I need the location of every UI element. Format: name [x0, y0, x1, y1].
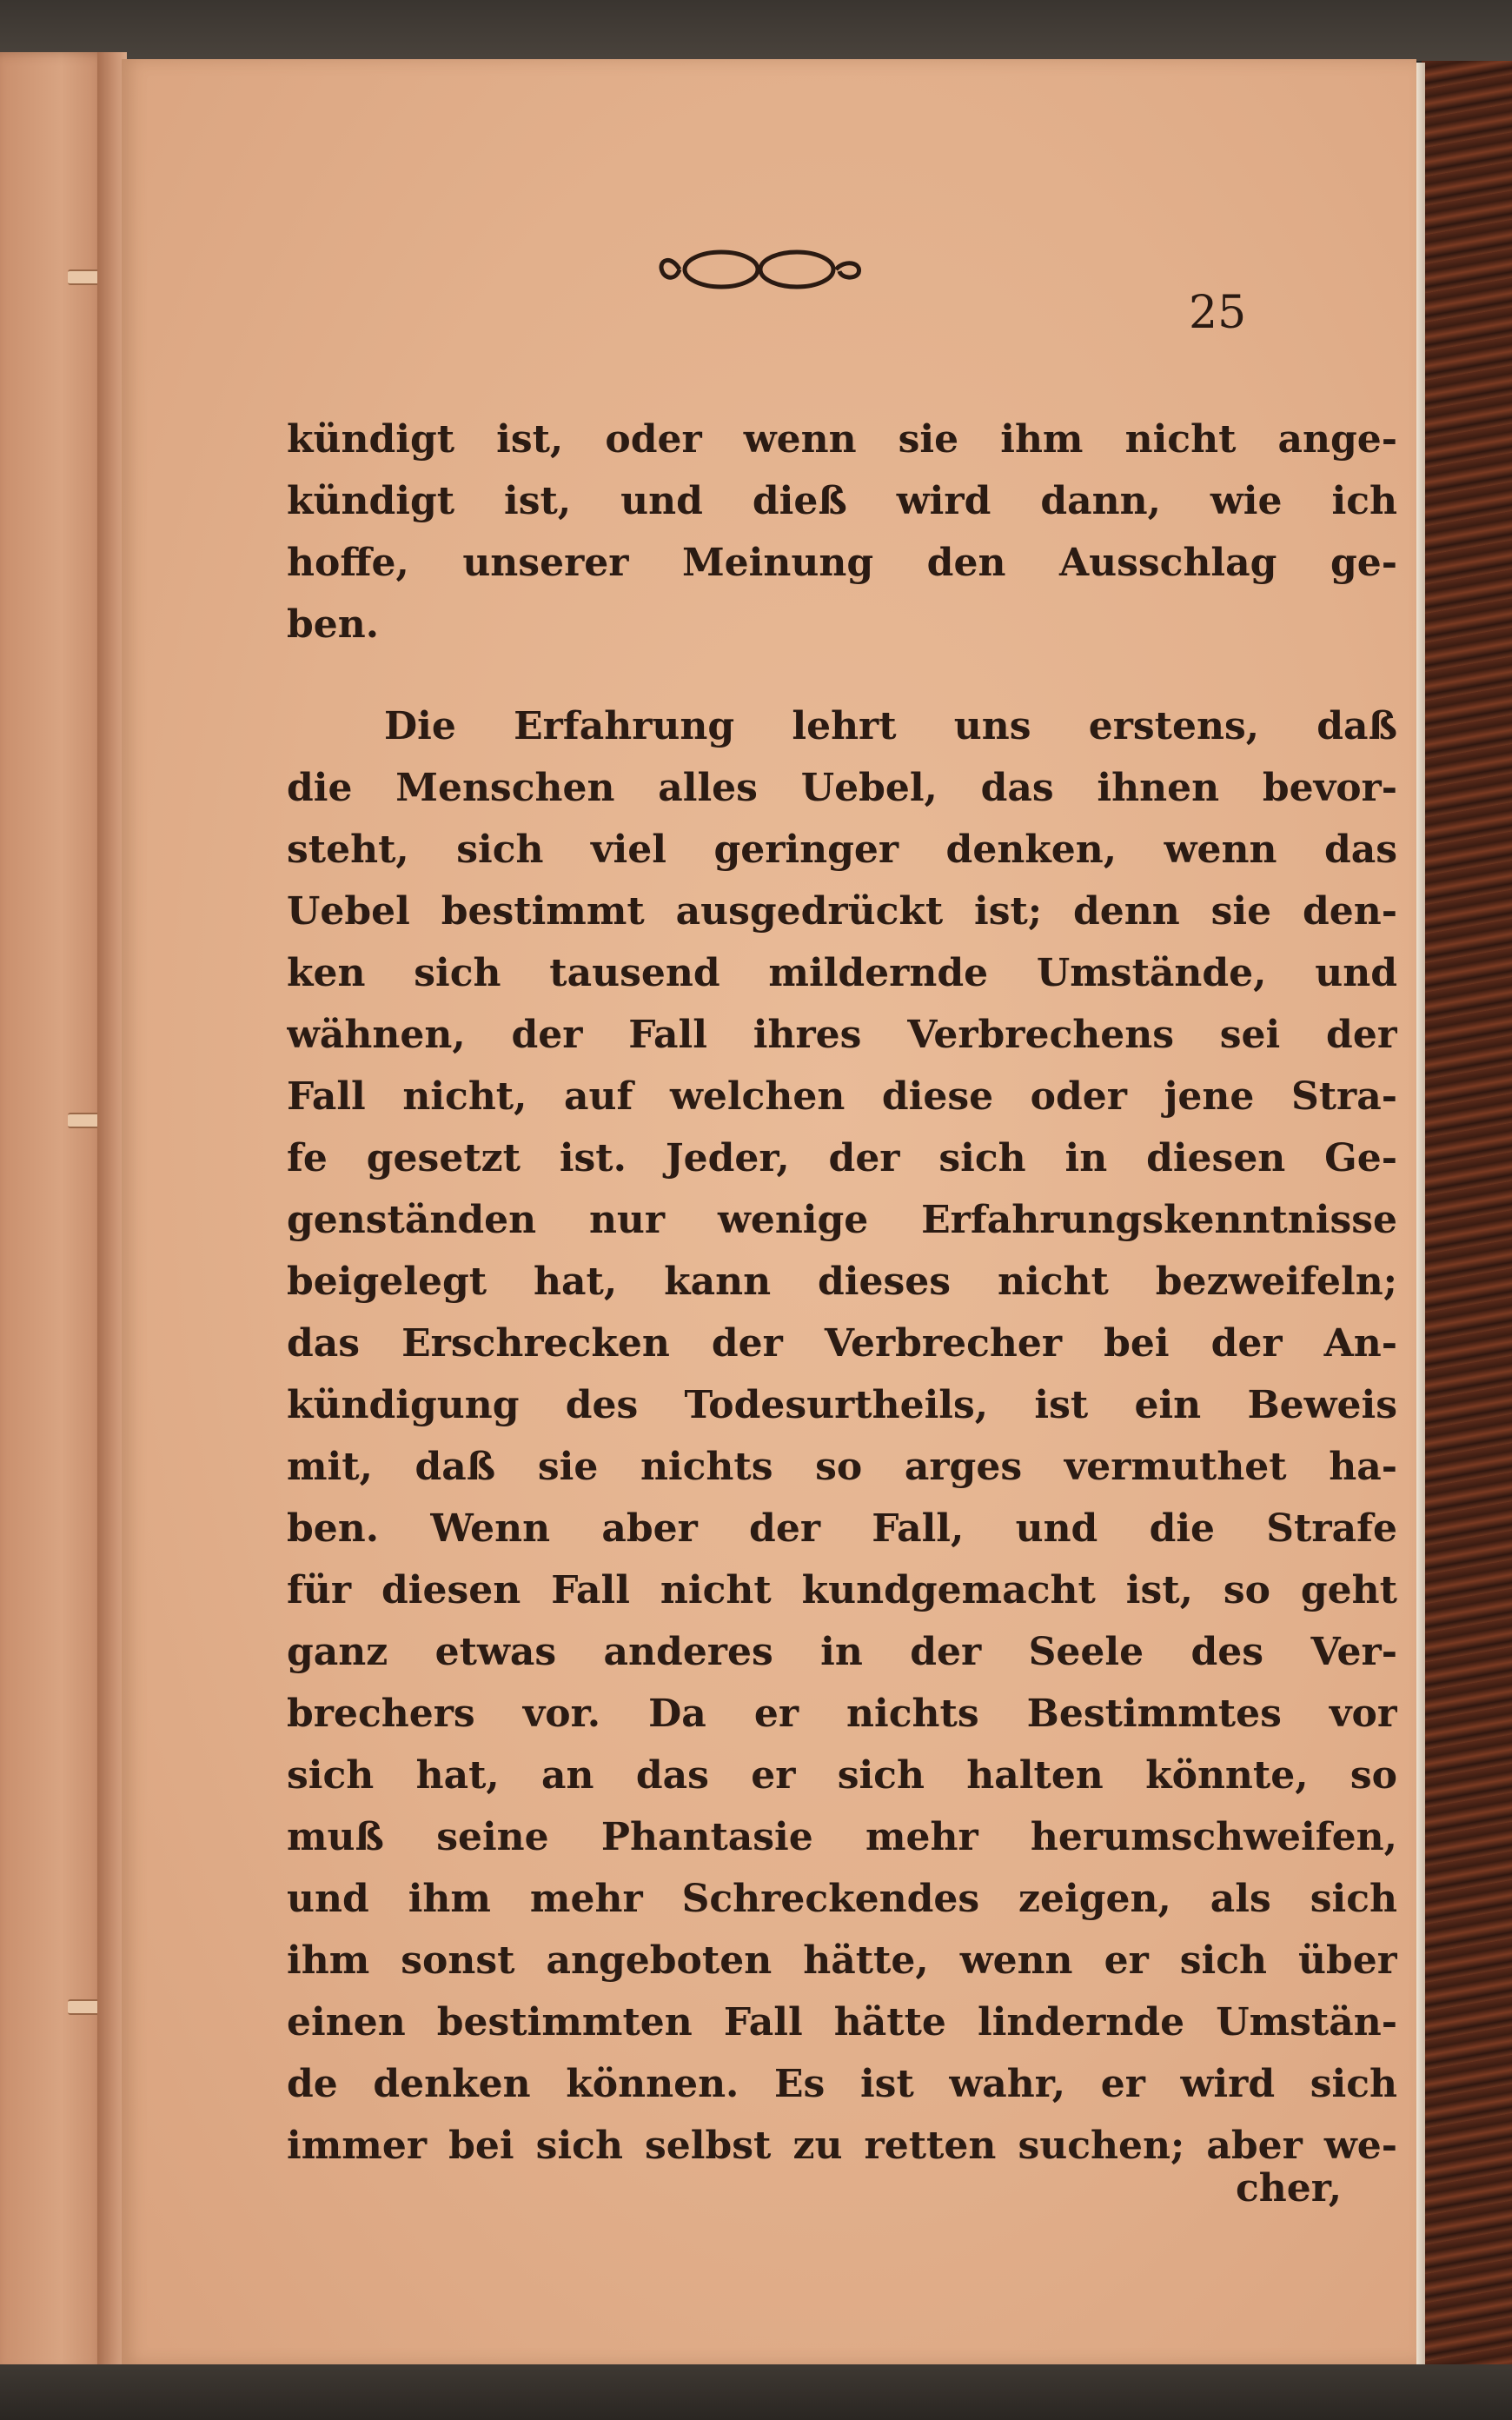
paragraph-gap: [287, 655, 1397, 695]
book-page: [122, 59, 1416, 2364]
text-line: kündigung des Todesurtheils, ist ein Beweis: [287, 1383, 1397, 1427]
text-line: hoffe, unserer Meinung den Ausschlag ge-: [287, 541, 1397, 585]
text-line: einen bestimmten Fall hätte lindernde Umstän-: [287, 2000, 1397, 2044]
text-line: brechers vor. Da er nichts Bestimmtes vor: [287, 1692, 1397, 1736]
scanner-bed-top: [0, 0, 1512, 61]
text-line: immer bei sich selbst zu retten suchen; aber we-: [287, 2124, 1397, 2168]
text-line: wähnen, der Fall ihres Verbrechens sei der: [287, 1013, 1397, 1057]
text-line: steht, sich viel geringer denken, wenn das: [287, 828, 1397, 872]
text-line: Uebel bestimmt ausgedrückt ist; denn sie den-: [287, 889, 1397, 934]
text-line: Die Erfahrung lehrt uns erstens, daß: [384, 704, 1397, 748]
previous-page-edge: [0, 52, 111, 2373]
text-line: kündigt ist, und dieß wird dann, wie ich: [287, 479, 1397, 523]
text-line: für diesen Fall nicht kundgemacht ist, so geht: [287, 1568, 1397, 1612]
text-line: Fall nicht, auf welchen diese oder jene Stra-: [287, 1074, 1397, 1119]
text-line: und ihm mehr Schreckendes zeigen, als sich: [287, 1877, 1397, 1921]
text-line: das Erschrecken der Verbrecher bei der An-: [287, 1321, 1397, 1366]
text-line: genständen nur wenige Erfahrungskenntnisse: [287, 1198, 1397, 1242]
catchword: cher,: [1236, 2166, 1343, 2211]
text-line: ihm sonst angeboten hätte, wenn er sich über: [287, 1938, 1397, 1983]
text-line: ken sich tausend mildernde Umstände, und: [287, 951, 1397, 995]
text-line: ben.: [287, 602, 380, 647]
text-line: muß seine Phantasie mehr herumschweifen,: [287, 1815, 1397, 1859]
text-line: beigelegt hat, kann dieses nicht bezweifeln;: [287, 1260, 1397, 1304]
text-line: mit, daß sie nichts so arges vermuthet ha-: [287, 1445, 1397, 1489]
text-line: kündigt ist, oder wenn sie ihm nicht ange-: [287, 417, 1397, 462]
text-line: ganz etwas anderes in der Seele des Ver-: [287, 1630, 1397, 1674]
printer-ornament-icon: [653, 243, 871, 296]
body-text: [287, 409, 1397, 2177]
text-line: de denken können. Es ist wahr, er wird sich: [287, 2062, 1397, 2106]
scanner-bed-bottom: [0, 2364, 1512, 2420]
marbled-cover-edge: [1422, 61, 1512, 2364]
page-number: 25: [1189, 287, 1247, 339]
text-line: fe gesetzt ist. Jeder, der sich in diesen Ge-: [287, 1136, 1397, 1180]
text-line: ben. Wenn aber der Fall, und die Strafe: [287, 1506, 1397, 1551]
text-line: die Menschen alles Uebel, das ihnen bevor-: [287, 766, 1397, 810]
text-line: sich hat, an das er sich halten könnte, so: [287, 1753, 1397, 1798]
